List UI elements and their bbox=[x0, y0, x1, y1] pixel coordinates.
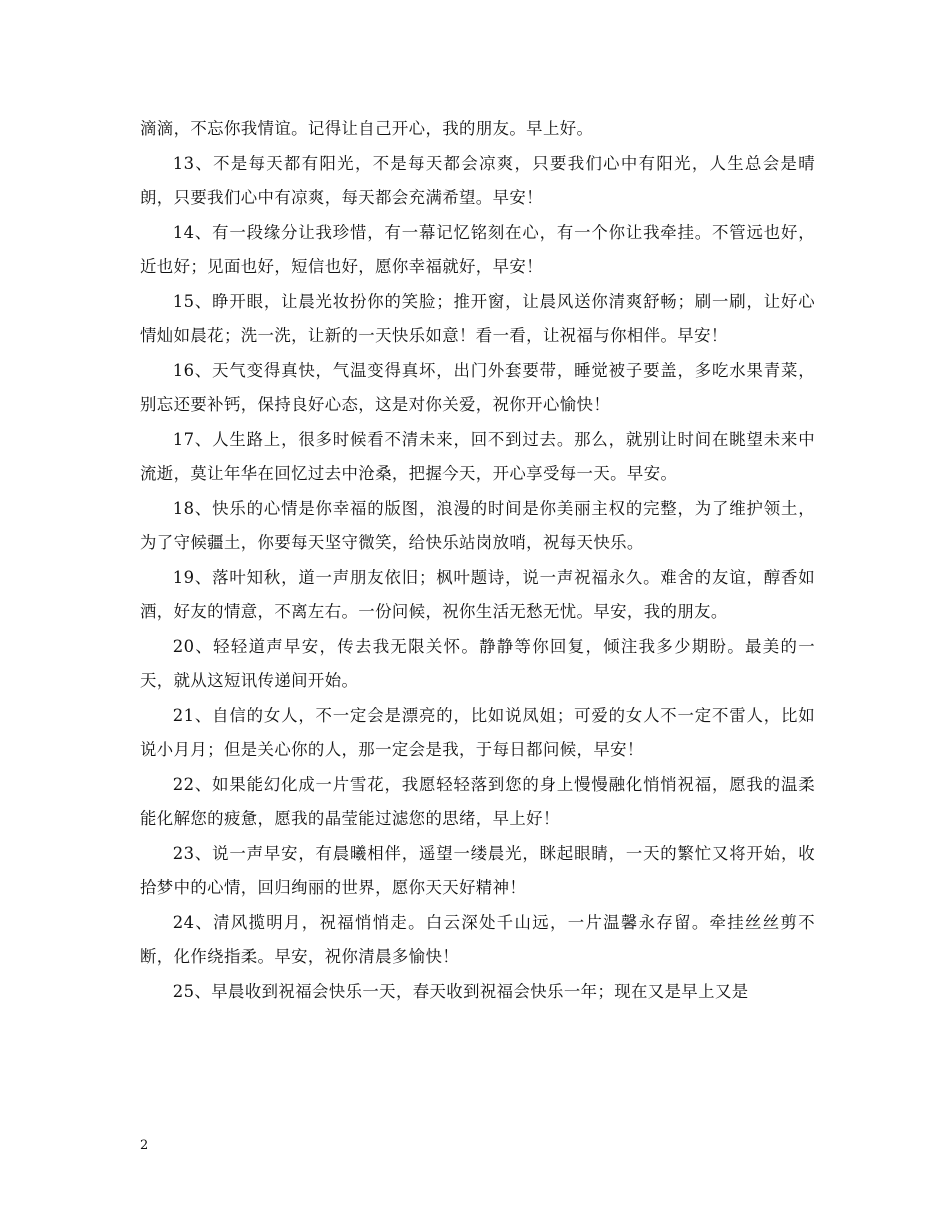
paragraph-21: 21、自信的女人，不一定会是漂亮的，比如说凤姐；可爱的女人不一定不雷人，比如说小月月；但是关心你的人，那一定会是我，于每日都问候，早安！ bbox=[140, 705, 815, 759]
paragraph-continuation: 滴滴，不忘你我情谊。记得让自己开心，我的朋友。早上好。 bbox=[140, 119, 594, 138]
paragraph-17: 17、人生路上，很多时候看不清未来，回不到过去。那么，就别让时间在眺望未来中流逝，莫让年华在回忆过去中沧桑，把握今天，开心享受每一天。早安。 bbox=[140, 429, 815, 483]
body-text bbox=[140, 112, 815, 1009]
paragraph-24: 24、清风揽明月，祝福悄悄走。白云深处千山远，一片温馨永存留。牵挂丝丝剪不断，化作绕指柔。早安，祝你清晨多愉快！ bbox=[140, 912, 815, 966]
paragraph-16: 16、天气变得真快，气温变得真坏，出门外套要带，睡觉被子要盖，多吃水果青菜，别忘还要补钙，保持良好心态，这是对你关爱，祝你开心愉快！ bbox=[140, 360, 815, 414]
paragraph-14: 14、有一段缘分让我珍惜，有一幕记忆铭刻在心，有一个你让我牵挂。不管远也好，近也好；见面也好，短信也好，愿你幸福就好，早安！ bbox=[140, 222, 815, 276]
paragraph-20: 20、轻轻道声早安，传去我无限关怀。静静等你回复，倾注我多少期盼。最美的一天，就从这短讯传递间开始。 bbox=[140, 636, 815, 690]
paragraph-22: 22、如果能幻化成一片雪花，我愿轻轻落到您的身上慢慢融化悄悄祝福，愿我的温柔能化解您的疲惫，愿我的晶莹能过滤您的思绪，早上好！ bbox=[140, 774, 815, 828]
paragraph-13: 13、不是每天都有阳光，不是每天都会凉爽，只要我们心中有阳光，人生总会是晴朗，只要我们心中有凉爽，每天都会充满希望。早安！ bbox=[140, 153, 815, 207]
paragraph-23: 23、说一声早安，有晨曦相伴，遥望一缕晨光，眯起眼睛，一天的繁忙又将开始，收拾梦中的心情，回归绚丽的世界，愿你天天好精神！ bbox=[140, 843, 815, 897]
paragraph-19: 19、落叶知秋，道一声朋友依旧；枫叶题诗，说一声祝福永久。难舍的友谊，醇香如酒，好友的情意，不离左右。一份问候，祝你生活无愁无忧。早安，我的朋友。 bbox=[140, 567, 815, 621]
page-number: 2 bbox=[140, 1138, 149, 1153]
paragraph-15: 15、睁开眼，让晨光妆扮你的笑脸；推开窗，让晨风送你清爽舒畅；刷一刷，让好心情灿如晨花；洗一洗，让新的一天快乐如意！看一看，让祝福与你相伴。早安！ bbox=[140, 291, 815, 345]
paragraph-18: 18、快乐的心情是你幸福的版图，浪漫的时间是你美丽主权的完整，为了维护领土，为了守候疆土，你要每天坚守微笑，给快乐站岗放哨，祝每天快乐。 bbox=[140, 498, 815, 552]
paragraph-25: 25、早晨收到祝福会快乐一天，春天收到祝福会快乐一年；现在又是早上又是 bbox=[172, 981, 749, 1001]
